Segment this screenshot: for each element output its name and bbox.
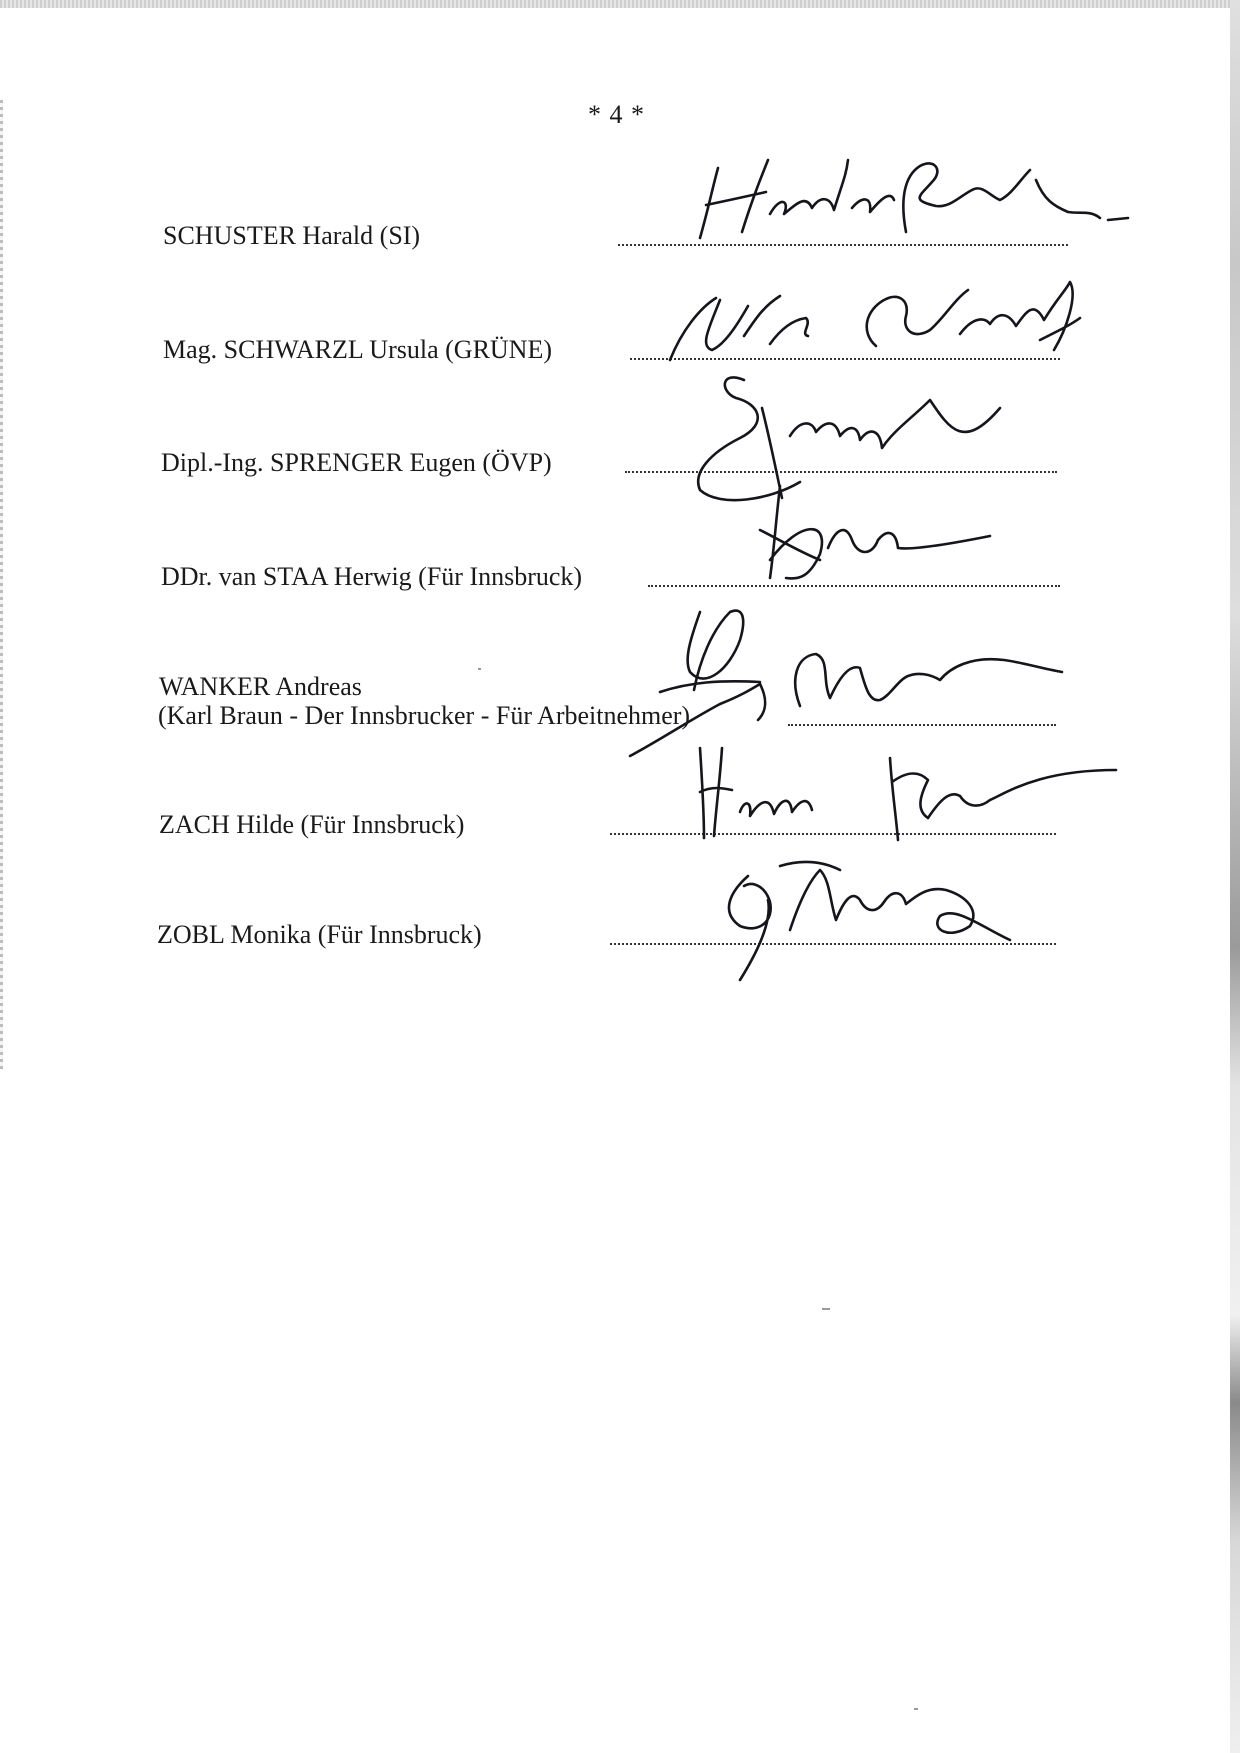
scan-edge-left: [0, 100, 3, 1070]
handwritten-signature-wanker: [630, 611, 1062, 756]
scan-speck: [478, 668, 481, 670]
signatory-name: Dipl.-Ing. SPRENGER Eugen (ÖVP): [161, 448, 552, 477]
handwritten-signature-schuster: [700, 160, 1128, 238]
signatory-name: SCHUSTER Harald (SI): [163, 221, 421, 250]
signatory-affiliation: (Karl Braun - Der Innsbrucker - Für Arbeitnehmer): [158, 701, 691, 730]
handwritten-signature-zach: [700, 748, 1116, 840]
scan-edge-right: [1230, 0, 1240, 1753]
signature-line: [625, 471, 1057, 473]
scan-speck: [822, 1308, 830, 1310]
signature-line: [788, 724, 1056, 726]
scan-speck: [914, 1708, 918, 1710]
handwritten-signature-sprenger: [698, 377, 1000, 500]
signatory-name: Mag. SCHWARZL Ursula (GRÜNE): [163, 335, 552, 364]
handwritten-signature-van-staa: [760, 486, 990, 578]
signatory-name: ZACH Hilde (Für Innsbruck): [159, 810, 465, 839]
signature-line: [610, 943, 1056, 945]
signature-line: [610, 833, 1056, 835]
signatory-name: WANKER Andreas: [159, 672, 362, 701]
handwritten-signature-zobl: [729, 862, 1010, 980]
handwritten-signature-schwarzl: [670, 282, 1080, 360]
signature-line: [630, 358, 1060, 360]
signatory-name: ZOBL Monika (Für Innsbruck): [157, 920, 482, 949]
page-number: * 4 *: [588, 100, 645, 129]
signature-line: [618, 244, 1068, 246]
signatory-name: DDr. van STAA Herwig (Für Innsbruck): [161, 562, 583, 591]
scan-edge-top: [0, 0, 1240, 8]
signature-line: [648, 585, 1060, 587]
